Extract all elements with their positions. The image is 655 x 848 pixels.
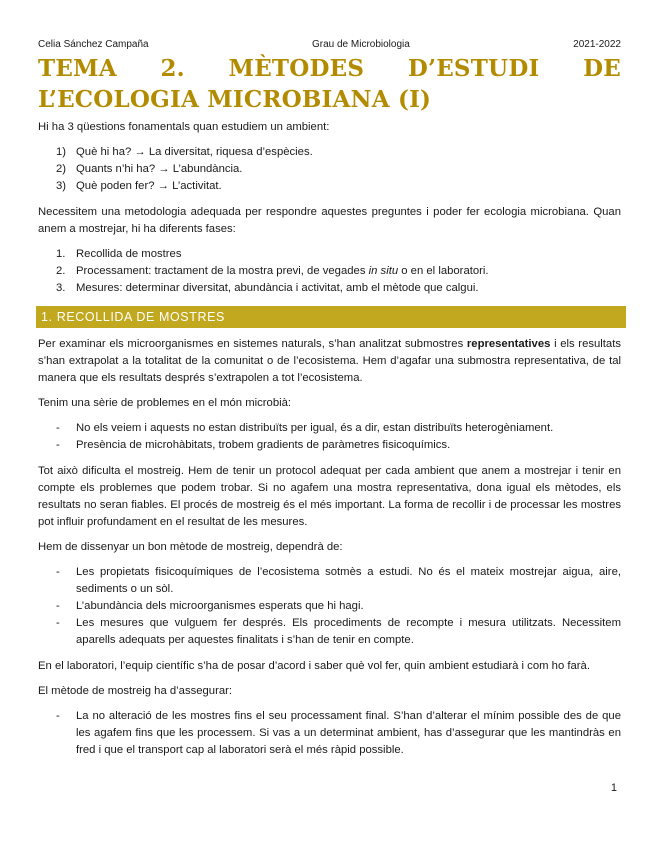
section-paragraph-3: Tot això dificulta el mostreig. Hem de tenir un protocol adequat per cada ambient que anem a mostrejar i tenir en compte els problemes que podem trobar. Si no agafem una mostra representativa, dona igual els mètodes, els resultats no seran fiables. El procés de mostreig és el més important. La forma de recollir i de processar les mostres pot influir profundament en el resultat de les mesures. bbox=[38, 465, 621, 528]
list-item-text: Quants n’hi ha? → L’abundància. bbox=[76, 163, 243, 175]
list-item bbox=[38, 598, 621, 615]
paragraph-bold: representatives bbox=[466, 338, 551, 350]
list-item bbox=[38, 280, 621, 297]
intro-paragraph: Hi ha 3 qüestions fonamentals quan estudiem un ambient: bbox=[38, 121, 330, 133]
list-marker: 1) bbox=[56, 146, 67, 158]
ensure-list bbox=[38, 708, 621, 759]
problems-list bbox=[38, 420, 621, 454]
list-item-italic: in situ bbox=[368, 265, 399, 277]
list-item bbox=[38, 263, 621, 280]
section-paragraph-4: Hem de dissenyar un bon mètode de mostreig, dependrà de: bbox=[38, 541, 343, 553]
list-item-text: Presència de microhàbitats, trobem gradients de paràmetres fisicoquímics. bbox=[76, 439, 451, 451]
list-item bbox=[38, 178, 621, 195]
list-item bbox=[38, 564, 621, 598]
list-item bbox=[38, 437, 621, 454]
list-marker: - bbox=[56, 439, 60, 451]
list-item-text: Mesures: determinar diversitat, abundància i activitat, amb el mètode que calgui. bbox=[76, 282, 479, 294]
list-item bbox=[38, 161, 621, 178]
section-paragraph-6: El mètode de mostreig ha d’assegurar: bbox=[38, 685, 233, 697]
list-marker: 3) bbox=[56, 180, 67, 192]
list-marker: - bbox=[56, 617, 60, 629]
paragraph-text-pre: Per examinar els microorganismes en sistemes naturals, s’han analitzat submostres bbox=[38, 338, 467, 350]
header-year: 2021-2022 bbox=[573, 39, 621, 50]
list-item-text: La no alteració de les mostres fins el seu processament final. S’han d’alterar el mínim possible des de que les agafem fins que les processem. Si vas a un determinat ambient, has d’assegurar que les mantindràs en fred i que el transport cap al laboratori serà el més ràpid possible. bbox=[76, 710, 621, 756]
list-item bbox=[38, 708, 621, 759]
page-number: 1 bbox=[610, 782, 617, 794]
list-item-text: Recollida de mostres bbox=[76, 248, 182, 260]
list-item-text: No els veiem i aquests no estan distribuïts per igual, és a dir, estan distribuïts heterogèniament. bbox=[76, 422, 554, 434]
list-item-text: L’abundància dels microorganismes esperats que hi hagi. bbox=[76, 600, 364, 612]
list-marker: - bbox=[56, 600, 60, 612]
section-paragraph-1 bbox=[38, 336, 621, 387]
list-marker: - bbox=[56, 566, 60, 578]
header-author: Celia Sánchez Campaña bbox=[38, 39, 149, 50]
page-title: TEMA 2. MÈTODES D’ESTUDI DE L’ECOLOGIA MICROBIANA (I) bbox=[38, 55, 621, 113]
list-marker: - bbox=[56, 710, 60, 722]
list-marker: - bbox=[56, 422, 60, 434]
list-item-text: Les mesures que vulguem fer després. Els procediments de recompte i mesura utilitzats. Necessitem aparells adequats per aquestes finalitats i s’han de tenir en compte. bbox=[76, 617, 621, 646]
phases-list bbox=[38, 246, 621, 297]
questions-list bbox=[38, 144, 621, 195]
section-heading: 1. RECOLLIDA DE MOSTRES bbox=[36, 306, 626, 328]
methodology-paragraph: Necessitem una metodologia adequada per respondre aquestes preguntes i poder fer ecologia microbiana. Quan anem a mostrejar, hi ha diferents fases: bbox=[38, 206, 621, 235]
list-item bbox=[38, 144, 621, 161]
list-item-text: Les propietats fisicoquímiques de l’ecosistema sotmès a estudi. No és el mateix mostrejar aigua, aire, sediments o un sòl. bbox=[76, 566, 621, 595]
list-item-text: Què poden fer? → L’activitat. bbox=[76, 180, 222, 192]
document-page bbox=[38, 38, 621, 768]
section-paragraph-5: En el laboratori, l’equip científic s’ha de posar d’acord i saber què vol fer, quin ambient estudiarà i com ho farà. bbox=[38, 660, 590, 672]
list-item-text-post: o en el laboratori. bbox=[398, 265, 489, 277]
list-item-text-pre: Processament: tractament de la mostra previ, de vegades bbox=[76, 265, 369, 277]
list-item bbox=[38, 246, 621, 263]
list-marker: 2. bbox=[56, 265, 66, 277]
list-marker: 3. bbox=[56, 282, 66, 294]
list-marker: 1. bbox=[56, 248, 66, 260]
list-item bbox=[38, 420, 621, 437]
list-marker: 2) bbox=[56, 163, 67, 175]
header-degree: Grau de Microbiologia bbox=[311, 39, 410, 50]
section-paragraph-2: Tenim una sèrie de problemes en el món microbià: bbox=[38, 397, 292, 409]
list-item bbox=[38, 615, 621, 649]
list-item-text: Què hi ha? → La diversitat, riquesa d’espècies. bbox=[76, 146, 313, 158]
paragraph-text-post: i els resultats s’han extrapolat a la totalitat de la comunitat o de l’ecosistema. Hem d’agafar una submostra representativa, de tal manera que els resultats després s’extrapolen a tot l’ecosistema. bbox=[38, 338, 622, 384]
page-header bbox=[38, 38, 621, 51]
factors-list bbox=[38, 564, 621, 649]
